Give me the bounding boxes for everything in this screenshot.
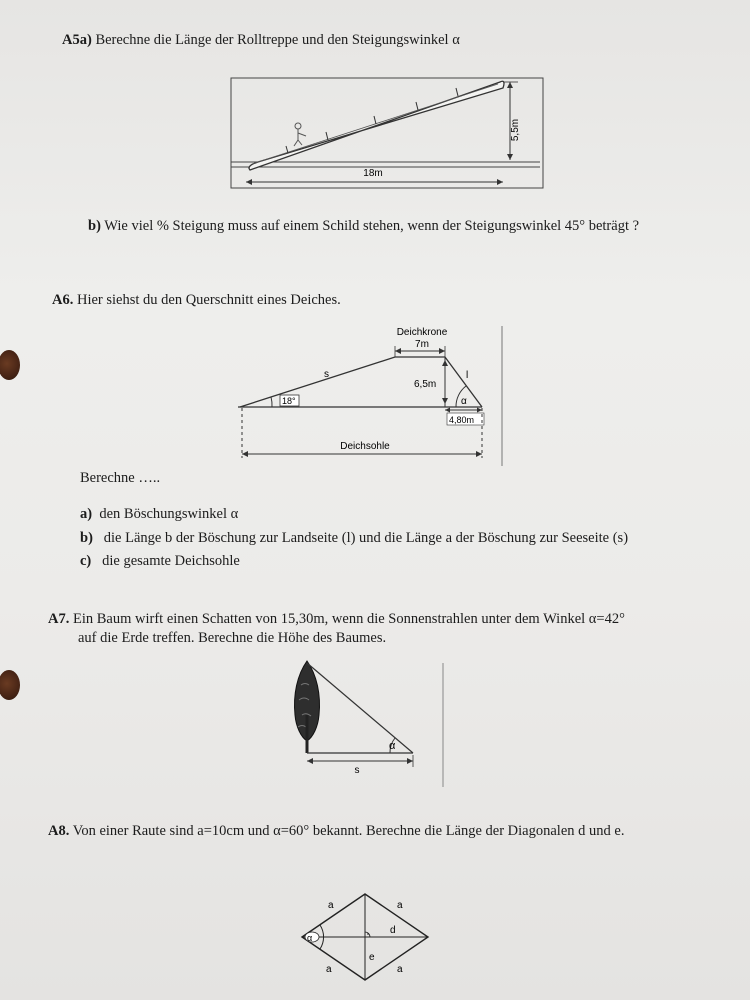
a7-label: A7. — [48, 611, 70, 627]
a7-line1: Ein Baum wirft einen Schatten von 15,30m, wenn die Sonnenstrahlen unter dem Winkel α=42° — [72, 611, 625, 627]
rhombus-a-bottom-right: a — [397, 964, 403, 975]
a6-intro: Berechne ….. — [80, 470, 161, 486]
a8-heading — [48, 823, 624, 840]
a8-text: Von einer Raute sind a=10cm und α=60° bekannt. Berechne die Länge der Diagonalen d und e. — [72, 823, 625, 839]
rhombus-a-top-left: a — [328, 900, 334, 911]
a6-text: Hier siehst du den Querschnitt eines Deiches. — [76, 292, 341, 308]
dike-s-label: s — [324, 369, 329, 380]
rhombus-e-label: e — [369, 952, 375, 963]
a5-text: Berechne die Länge der Rolltreppe und den Steigungswinkel α — [95, 32, 460, 48]
a8-label: A8. — [48, 823, 70, 839]
rhombus-figure — [290, 880, 440, 998]
a6-task-a: a) den Böschungswinkel α — [80, 506, 239, 522]
person-icon — [294, 123, 306, 146]
dike-crown-width: 7m — [415, 339, 429, 350]
punch-hole-top — [0, 350, 20, 380]
a6-task-c: c) die gesamte Deichsohle — [80, 553, 240, 569]
a5b-label: b) — [88, 218, 101, 234]
a5-label: A5a) — [62, 32, 92, 48]
rhombus-a-bottom-left: a — [326, 964, 332, 975]
punch-hole-bottom — [0, 670, 20, 700]
dike-angle-18: 18° — [282, 396, 296, 406]
a6-heading — [52, 292, 341, 309]
a5b-heading — [88, 218, 639, 235]
dike-base-title: Deichsohle — [340, 441, 390, 452]
tree-figure — [285, 655, 450, 795]
a5b-text: Wie viel % Steigung muss auf einem Schild stehen, wenn der Steigungswinkel 45° beträgt ? — [104, 218, 640, 234]
a6-task-b: b) die Länge b der Böschung zur Landseite (l) und die Länge a der Böschung zur Seeseite (s) — [80, 530, 629, 546]
dike-l-label: l — [466, 370, 469, 381]
rhombus-d-label: d — [390, 925, 396, 936]
escalator-figure — [228, 66, 548, 192]
dike-height-label: 6,5m — [414, 379, 437, 390]
tree-alpha-label: α — [389, 740, 396, 752]
escalator-length-label: 18m — [363, 168, 383, 179]
dike-figure — [230, 320, 510, 470]
a7-heading — [48, 611, 625, 628]
tree-icon — [295, 661, 320, 753]
escalator-height-label: 5,5m — [510, 118, 521, 142]
dike-crown-title: Deichkrone — [396, 327, 448, 338]
dike-right-base-label: 4,80m — [449, 415, 475, 425]
a7-line2: auf die Erde treffen. Berechne die Höhe des Baumes. — [78, 630, 387, 646]
a6-label: A6. — [52, 292, 74, 308]
tree-s-label: s — [354, 765, 360, 776]
a5-heading — [62, 32, 460, 49]
dike-alpha-label: α — [461, 396, 467, 407]
rhombus-a-top-right: a — [397, 900, 403, 911]
rhombus-alpha-label: α — [307, 933, 313, 943]
